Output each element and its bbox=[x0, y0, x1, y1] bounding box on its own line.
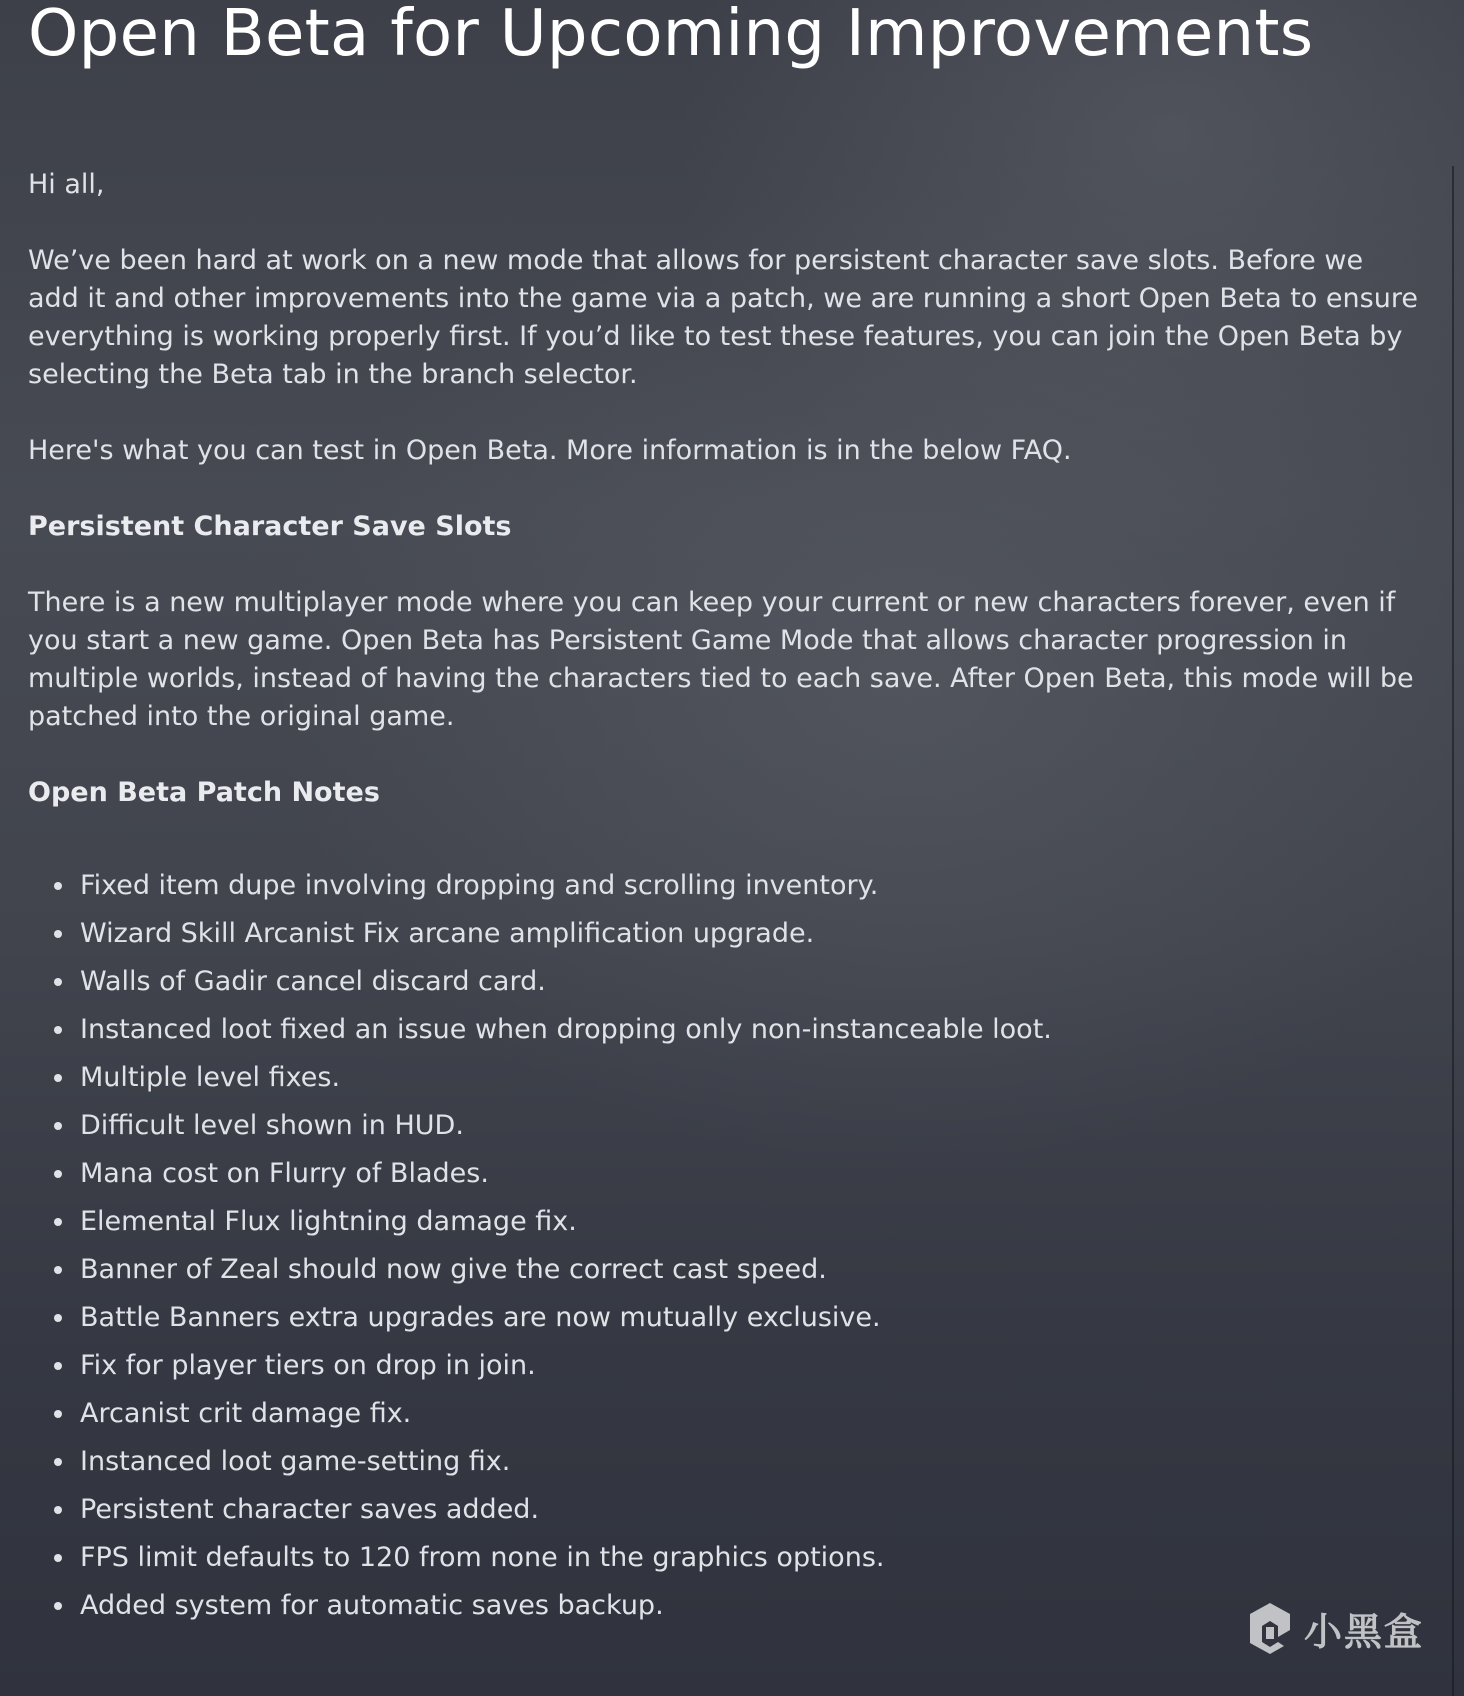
bullet-icon bbox=[54, 1554, 62, 1562]
page-title: Open Beta for Upcoming Improvements bbox=[28, 0, 1314, 71]
greeting-text: Hi all, bbox=[28, 169, 105, 200]
bullet-icon bbox=[54, 1026, 62, 1034]
patch-note-text: Fixed item dupe involving dropping and scrolling inventory. bbox=[80, 870, 879, 901]
patch-note-text: Difficult level shown in HUD. bbox=[80, 1110, 464, 1141]
bullet-icon bbox=[54, 1218, 62, 1226]
test-note-paragraph: Here's what you can test in Open Beta. More information is in the below FAQ. bbox=[28, 435, 1072, 466]
patch-note-item bbox=[54, 1294, 1052, 1342]
patch-note-item bbox=[54, 958, 1052, 1006]
patch-note-item bbox=[54, 1150, 1052, 1198]
patch-note-text: Persistent character saves added. bbox=[80, 1494, 540, 1525]
bullet-icon bbox=[54, 1074, 62, 1082]
patch-note-item bbox=[54, 1198, 1052, 1246]
patch-note-text: Banner of Zeal should now give the correct cast speed. bbox=[80, 1254, 827, 1285]
patch-note-text: Instanced loot fixed an issue when dropping only non-instanceable loot. bbox=[80, 1014, 1052, 1045]
xiaoheihe-logo-icon bbox=[1244, 1600, 1296, 1656]
section-heading-patch-notes: Open Beta Patch Notes bbox=[28, 777, 380, 808]
bullet-icon bbox=[54, 1458, 62, 1466]
bullet-icon bbox=[54, 1362, 62, 1370]
announcement-body bbox=[28, 166, 1418, 850]
patch-note-item bbox=[54, 1102, 1052, 1150]
bullet-icon bbox=[54, 1506, 62, 1514]
watermark-text: 小黑盒 bbox=[1304, 1609, 1425, 1654]
patch-note-text: Multiple level fixes. bbox=[80, 1062, 341, 1093]
patch-note-text: Added system for automatic saves backup. bbox=[80, 1590, 664, 1621]
patch-note-text: Mana cost on Flurry of Blades. bbox=[80, 1158, 489, 1189]
intro-paragraph: We’ve been hard at work on a new mode that allows for persistent character save slots. Before we add it and other improvements into the game via a patch, we are running a short Open Beta to ensure everything is working properly first. If you’d like to test these features, you can join the Open Beta by selecting the Beta tab in the branch selector. bbox=[28, 245, 1418, 390]
bullet-icon bbox=[54, 1314, 62, 1322]
bullet-icon bbox=[54, 1122, 62, 1130]
persistent-slots-paragraph: There is a new multiplayer mode where you can keep your current or new characters forever, even if you start a new game. Open Beta has Persistent Game Mode that allows character progression in multiple worlds, instead of having the characters tied to each save. After Open Beta, this mode will be patched into the original game. bbox=[28, 587, 1414, 732]
bullet-icon bbox=[54, 930, 62, 938]
bullet-icon bbox=[54, 1266, 62, 1274]
patch-note-item bbox=[54, 910, 1052, 958]
bullet-icon bbox=[54, 978, 62, 986]
section-heading-persistent-slots: Persistent Character Save Slots bbox=[28, 511, 512, 542]
bullet-icon bbox=[54, 1602, 62, 1610]
bullet-icon bbox=[54, 1410, 62, 1418]
patch-note-item bbox=[54, 1054, 1052, 1102]
patch-note-item bbox=[54, 1390, 1052, 1438]
bullet-icon bbox=[54, 1170, 62, 1178]
patch-note-text: Battle Banners extra upgrades are now mutually exclusive. bbox=[80, 1302, 881, 1333]
patch-note-text: Wizard Skill Arcanist Fix arcane amplification upgrade. bbox=[80, 918, 815, 949]
patch-notes-list bbox=[54, 862, 1052, 1630]
bullet-icon bbox=[54, 882, 62, 890]
patch-note-item bbox=[54, 1582, 1052, 1630]
patch-note-item bbox=[54, 1006, 1052, 1054]
watermark bbox=[1244, 1598, 1424, 1658]
patch-note-item bbox=[54, 1342, 1052, 1390]
patch-note-text: Walls of Gadir cancel discard card. bbox=[80, 966, 546, 997]
patch-note-text: FPS limit defaults to 120 from none in the graphics options. bbox=[80, 1542, 885, 1573]
patch-note-text: Elemental Flux lightning damage fix. bbox=[80, 1206, 577, 1237]
patch-note-text: Arcanist crit damage fix. bbox=[80, 1398, 412, 1429]
patch-note-item bbox=[54, 1438, 1052, 1486]
patch-note-text: Instanced loot game-setting fix. bbox=[80, 1446, 511, 1477]
scrollbar-track[interactable] bbox=[1452, 166, 1454, 1696]
patch-note-item bbox=[54, 862, 1052, 910]
patch-note-text: Fix for player tiers on drop in join. bbox=[80, 1350, 536, 1381]
patch-note-item bbox=[54, 1534, 1052, 1582]
patch-note-item bbox=[54, 1486, 1052, 1534]
patch-note-item bbox=[54, 1246, 1052, 1294]
